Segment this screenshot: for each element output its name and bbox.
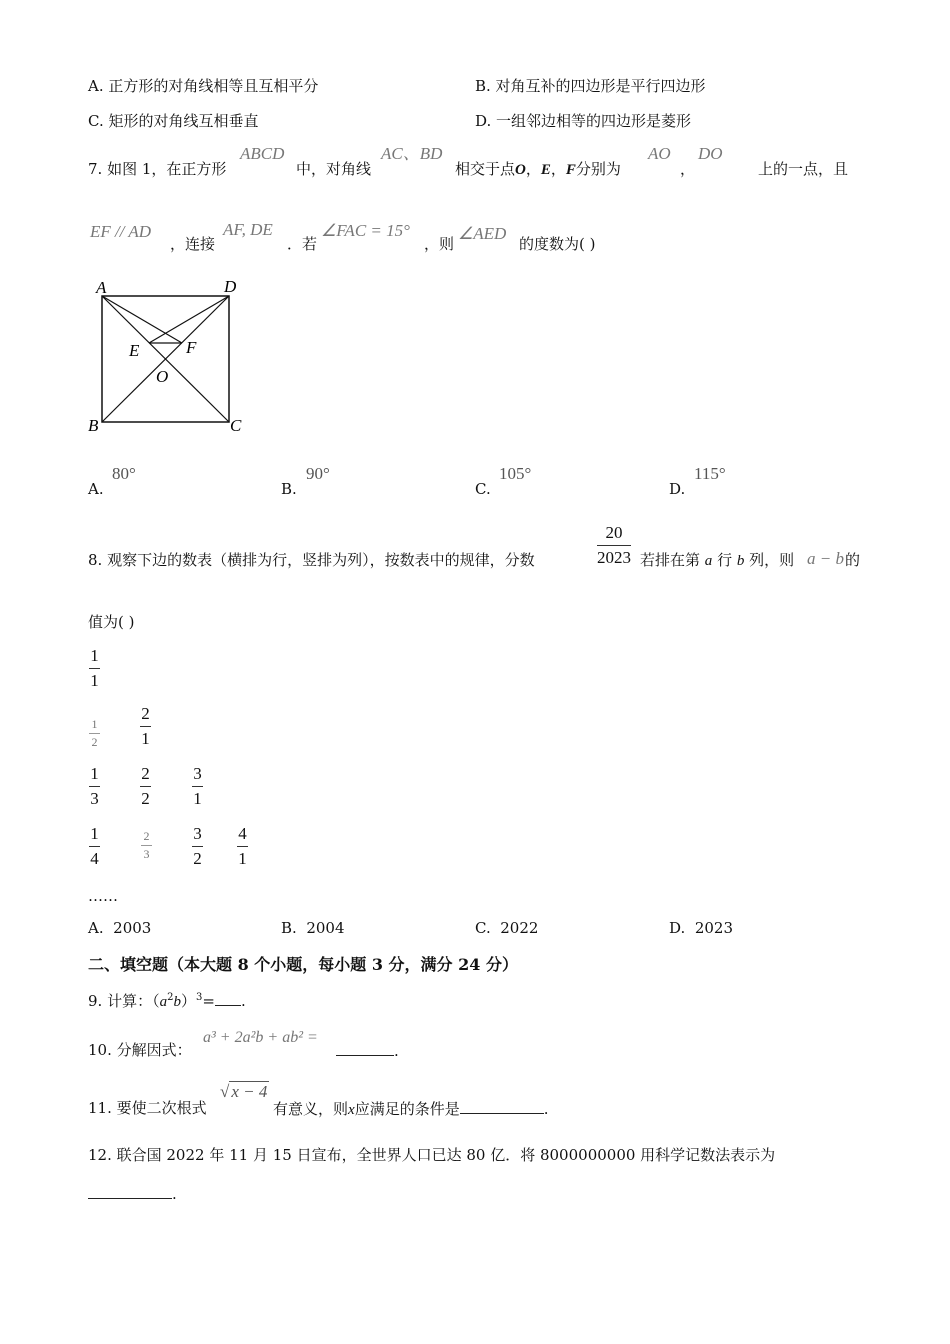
table-numerator: 1 <box>90 646 99 665</box>
q12-line-1: 12. 联合国 2022 年 11 月 15 日宣布，全世界人口已达 80 亿．将 8000000000 用科学记数法表示为 <box>88 1146 776 1164</box>
q11-var-x: x <box>348 1102 355 1118</box>
table-fraction-bar <box>140 726 151 727</box>
label-f: F <box>186 338 197 357</box>
q7-text-4: 分别为 <box>575 160 621 178</box>
q8-text-2a: 若排在第 <box>640 551 701 569</box>
q9-text-1: 9. 计算：（ <box>88 992 160 1010</box>
table-denominator: 1 <box>90 670 99 690</box>
table-numerator: 3 <box>193 824 202 843</box>
table-numerator: 2 <box>141 764 150 783</box>
q8-text-2 <box>640 551 794 570</box>
label-a: A <box>96 278 107 297</box>
table-denominator: 2 <box>193 848 202 868</box>
q7-text-1: 7. 如图 1，在正方形 <box>88 160 227 178</box>
q9-exp-3: 3 <box>195 992 203 1003</box>
q7-math-abcd: ABCD <box>240 144 285 163</box>
table-r3-c2 <box>140 765 151 808</box>
table-r3-c1 <box>89 765 100 808</box>
label-c: C <box>230 416 242 435</box>
q7-text-6: ，连接 <box>170 235 216 253</box>
table-fraction-bar <box>192 786 203 787</box>
q11-text-3: 应满足的条件是 <box>354 1100 460 1118</box>
q6-option-b: B. 对角互补的四边形是平行四边形 <box>475 77 706 95</box>
q7-math-af-de: AF, DE <box>223 220 273 239</box>
q7-math-ao: AO <box>648 144 671 163</box>
table-fraction-bar <box>237 846 248 847</box>
q7-option-a-label: A. <box>88 480 104 498</box>
q7-point-e: E <box>540 162 551 178</box>
table-r4-c4 <box>237 825 248 868</box>
table-numerator: 2 <box>143 829 150 843</box>
q11-text-2: 有意义，则 <box>273 1100 349 1118</box>
q7-option-c-label: C. <box>475 480 491 498</box>
q8-text-line2: 值为( ) <box>88 613 135 631</box>
label-e: E <box>129 341 140 360</box>
q9-period: . <box>240 992 246 1010</box>
q12-line-2 <box>88 1184 177 1203</box>
q8-option-a-label: A. <box>88 919 104 937</box>
label-d: D <box>224 277 237 296</box>
q10-text-1: 10. 分解因式： <box>88 1041 192 1059</box>
q7-option-d-value: 115° <box>694 464 726 483</box>
q8-option-a <box>88 919 151 937</box>
q8-text-3: 行 <box>717 551 733 569</box>
q9-exp-2: 2 <box>167 992 174 1003</box>
label-b: B <box>88 416 99 435</box>
q11-text-1: 11. 要使二次根式 <box>88 1099 207 1117</box>
q7-option-c-value: 105° <box>499 464 532 483</box>
q9-text-2: ） <box>180 992 196 1010</box>
table-denominator: 3 <box>143 846 150 861</box>
table-r2-c2 <box>140 705 151 748</box>
q7-text-9: 的度数为( ) <box>519 235 596 253</box>
table-fraction-bar <box>141 845 152 846</box>
q7-text-8: ，则 <box>424 235 455 253</box>
table-fraction-bar <box>89 668 100 669</box>
table-denominator: 4 <box>90 848 99 868</box>
q7-option-d-label: D. <box>669 480 686 498</box>
table-fraction-bar <box>89 786 100 787</box>
q7-sep-2: ， <box>550 160 566 178</box>
q7-option-a-value: 80° <box>112 464 136 483</box>
table-fraction-bar <box>89 733 100 734</box>
table-numerator: 1 <box>91 717 98 731</box>
q7-option-b-value: 90° <box>306 464 330 483</box>
q7-point-f: F <box>565 162 576 178</box>
q7-point-o: O <box>515 162 526 178</box>
q7-text-3 <box>455 160 621 179</box>
q8-option-a-value: 2003 <box>113 919 152 937</box>
table-ellipsis: …… <box>88 887 118 905</box>
label-o: O <box>156 367 169 386</box>
q8-var-a: a <box>704 553 713 569</box>
table-numerator: 4 <box>238 824 247 843</box>
q6-option-a: A. 正方形的对角线相等且互相平分 <box>88 77 319 95</box>
q8-math-a-b: a − b <box>807 549 844 568</box>
q12-answer-blank[interactable] <box>88 1184 172 1199</box>
q9-var-b: b <box>173 994 181 1010</box>
q8-fraction-denominator: 2023 <box>597 547 631 567</box>
q11-answer-blank[interactable] <box>460 1099 544 1114</box>
q7-math-do: DO <box>698 144 723 163</box>
table-r4-c2 <box>141 830 152 860</box>
q8-option-b <box>281 919 345 937</box>
table-denominator: 1 <box>238 848 247 868</box>
q7-text-7: ．若 <box>287 235 318 253</box>
q7-math-ac-bd: AC、BD <box>381 144 443 163</box>
q8-option-b-label: B. <box>281 919 297 937</box>
table-denominator: 1 <box>141 728 150 748</box>
table-numerator: 3 <box>193 764 202 783</box>
q10-answer-blank[interactable] <box>336 1041 394 1056</box>
q8-option-c <box>475 919 538 937</box>
q10-math: a³ + 2a²b + ab² = <box>203 1029 318 1046</box>
section-2-title: 二、填空题（本大题 8 个小题，每小题 3 分，满分 24 分） <box>88 955 518 974</box>
q11-radical-sign: √ <box>220 1082 230 1101</box>
q8-option-c-value: 2022 <box>500 919 539 937</box>
q7-figure-square <box>84 274 254 436</box>
q7-text-2: 中，对角线 <box>296 160 372 178</box>
q11-radicand: x − 4 <box>231 1082 268 1101</box>
q10-answer <box>336 1041 399 1060</box>
q9-answer-blank[interactable] <box>215 991 241 1006</box>
table-numerator: 1 <box>90 824 99 843</box>
q12-period: . <box>172 1185 177 1203</box>
q7-option-b-label: B. <box>281 480 297 498</box>
q7-math-ef-ad: EF // AD <box>90 222 152 241</box>
q11-rest <box>273 1099 548 1119</box>
table-r3-c3 <box>192 765 203 808</box>
table-numerator: 2 <box>141 704 150 723</box>
table-fraction-bar <box>89 846 100 847</box>
table-r2-c1 <box>89 718 100 748</box>
q8-option-c-label: C. <box>475 919 491 937</box>
q7-text-5: 上的一点，且 <box>758 160 849 178</box>
q8-option-d-label: D. <box>669 919 686 937</box>
table-denominator: 2 <box>91 734 98 749</box>
table-denominator: 3 <box>90 788 99 808</box>
q10-period: . <box>394 1042 399 1060</box>
q8-text-4: 列，则 <box>749 551 795 569</box>
q11-period: . <box>543 1100 549 1118</box>
q9-equals: = <box>202 992 215 1010</box>
q6-option-c: C. 矩形的对角线互相垂直 <box>88 112 259 130</box>
table-r1-c1 <box>89 647 100 690</box>
q7-comma: ， <box>680 160 696 178</box>
q8-var-b: b <box>736 553 745 569</box>
q11-sqrt <box>220 1082 269 1102</box>
table-r4-c1 <box>89 825 100 868</box>
q9-var-a: a <box>159 994 168 1010</box>
q8-option-d <box>669 919 733 937</box>
q8-text-1: 8. 观察下边的数表（横排为行，竖排为列），按数表中的规律，分数 <box>88 551 535 569</box>
q8-fraction-numerator: 20 <box>605 523 623 542</box>
q6-option-d: D. 一组邻边相等的四边形是菱形 <box>475 112 692 130</box>
q7-sep-1: ， <box>525 160 541 178</box>
q8-fraction <box>597 524 631 567</box>
q7-text-3a: 相交于点 <box>455 160 516 178</box>
q8-fraction-bar <box>597 545 631 546</box>
table-fraction-bar <box>192 846 203 847</box>
table-denominator: 1 <box>193 788 202 808</box>
q9 <box>88 991 246 1011</box>
table-denominator: 2 <box>141 788 150 808</box>
q7-math-fac: ∠FAC = 15° <box>321 221 410 240</box>
q8-text-5: 的 <box>845 551 861 569</box>
table-numerator: 1 <box>90 764 99 783</box>
q8-option-d-value: 2023 <box>694 919 733 937</box>
q8-option-b-value: 2004 <box>306 919 345 937</box>
q7-math-aed: ∠AED <box>458 224 507 243</box>
table-fraction-bar <box>140 786 151 787</box>
table-r4-c3 <box>192 825 203 868</box>
